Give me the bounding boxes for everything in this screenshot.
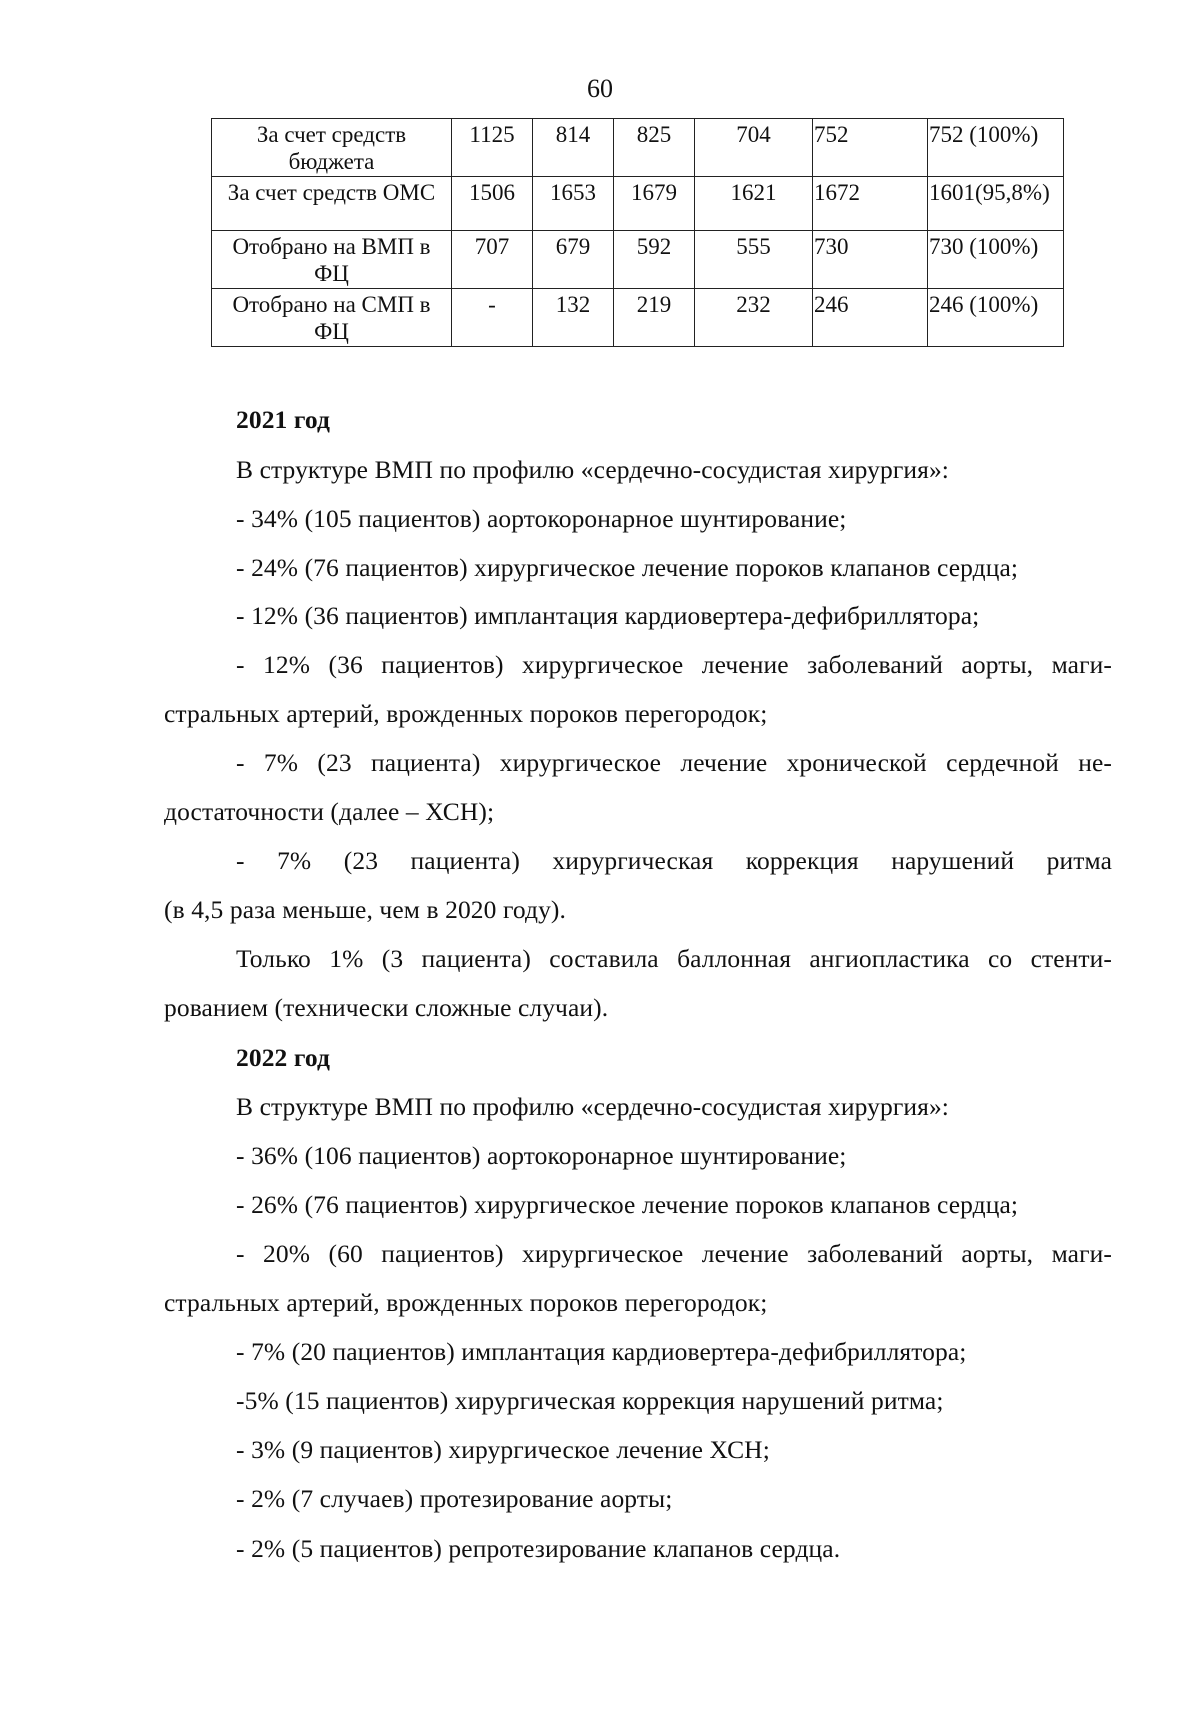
- row-label: Отобрано на ВМП в ФЦ: [212, 231, 452, 289]
- list-item: - 34% (105 пациентов) аортокоронарное шунтирование;: [236, 504, 847, 533]
- table-cell: 704: [695, 119, 813, 177]
- list-item: - 26% (76 пациентов) хирургическое лечение пороков клапанов сердца;: [236, 1190, 1019, 1219]
- table-cell: 592: [614, 231, 695, 289]
- list-item: - 2% (7 случаев) протезирование аорты;: [236, 1484, 673, 1513]
- list-item: - 7% (23 пациента) хирургическая коррекция нарушений ритма: [236, 846, 1112, 875]
- list-item: - 24% (76 пациентов) хирургическое лечение пороков клапанов сердца;: [236, 553, 1019, 582]
- list-item: - 12% (36 пациентов) хирургическое лечение заболеваний аорты, маги-: [236, 650, 1112, 679]
- row-label: Отобрано на СМП в ФЦ: [212, 289, 452, 347]
- paragraph: Только 1% (3 пациента) составила баллонная ангиопластика со стенти-: [236, 944, 1112, 973]
- list-item-continuation: стральных артерий, врожденных пороков перегородок;: [164, 1288, 768, 1317]
- table-row: [212, 231, 1064, 289]
- list-item: - 3% (9 пациентов) хирургическое лечение ХСН;: [236, 1435, 770, 1464]
- section-heading-2022: 2022 год: [236, 1043, 331, 1072]
- list-item-continuation: достаточности (далее – ХСН);: [164, 797, 495, 826]
- table-cell: 1679: [614, 177, 695, 231]
- table-cell: 1653: [533, 177, 614, 231]
- table-cell: 730 (100%): [928, 231, 1064, 289]
- table-cell: 1672: [813, 177, 928, 231]
- table-cell: 679: [533, 231, 614, 289]
- table-cell: 752: [813, 119, 928, 177]
- table-cell: 1601(95,8%): [928, 177, 1064, 231]
- table-cell: 1621: [695, 177, 813, 231]
- page-number: 60: [587, 74, 613, 103]
- table-cell: 132: [533, 289, 614, 347]
- list-item: - 2% (5 пациентов) репротезирование клапанов сердца.: [236, 1534, 841, 1563]
- table-cell: 1125: [452, 119, 533, 177]
- table-row: [212, 177, 1064, 231]
- table-cell: 219: [614, 289, 695, 347]
- list-item: - 36% (106 пациентов) аортокоронарное шунтирование;: [236, 1141, 847, 1170]
- row-label: За счет средств ОМС: [212, 177, 452, 231]
- list-item-continuation: стральных артерий, врожденных пороков перегородок;: [164, 699, 768, 728]
- statistics-table: [211, 118, 1064, 347]
- list-item: - 20% (60 пациентов) хирургическое лечение заболеваний аорты, маги-: [236, 1239, 1112, 1268]
- list-item: - 12% (36 пациентов) имплантация кардиовертера-дефибриллятора;: [236, 601, 980, 630]
- row-label: За счет средств бюджета: [212, 119, 452, 177]
- section-heading-2021: 2021 год: [236, 405, 331, 434]
- table-cell: 814: [533, 119, 614, 177]
- table-cell: 232: [695, 289, 813, 347]
- table-row: [212, 289, 1064, 347]
- table-cell: 1506: [452, 177, 533, 231]
- table-row: [212, 119, 1064, 177]
- paragraph-continuation: рованием (технически сложные случаи).: [164, 993, 609, 1022]
- list-item: - 7% (20 пациентов) имплантация кардиовертера-дефибриллятора;: [236, 1337, 967, 1366]
- list-item: - 7% (23 пациента) хирургическое лечение хронической сердечной не-: [236, 748, 1112, 777]
- section-intro: В структуре ВМП по профилю «сердечно-сосудистая хирургия»:: [236, 455, 949, 484]
- table-cell: 246: [813, 289, 928, 347]
- table-cell: 825: [614, 119, 695, 177]
- list-item-continuation: (в 4,5 раза меньше, чем в 2020 году).: [164, 895, 567, 924]
- section-intro: В структуре ВМП по профилю «сердечно-сосудистая хирургия»:: [236, 1092, 949, 1121]
- table-cell: 752 (100%): [928, 119, 1064, 177]
- table-cell: 730: [813, 231, 928, 289]
- table-cell: -: [452, 289, 533, 347]
- list-item: -5% (15 пациентов) хирургическая коррекция нарушений ритма;: [236, 1386, 944, 1415]
- table-cell: 246 (100%): [928, 289, 1064, 347]
- table-cell: 707: [452, 231, 533, 289]
- table-cell: 555: [695, 231, 813, 289]
